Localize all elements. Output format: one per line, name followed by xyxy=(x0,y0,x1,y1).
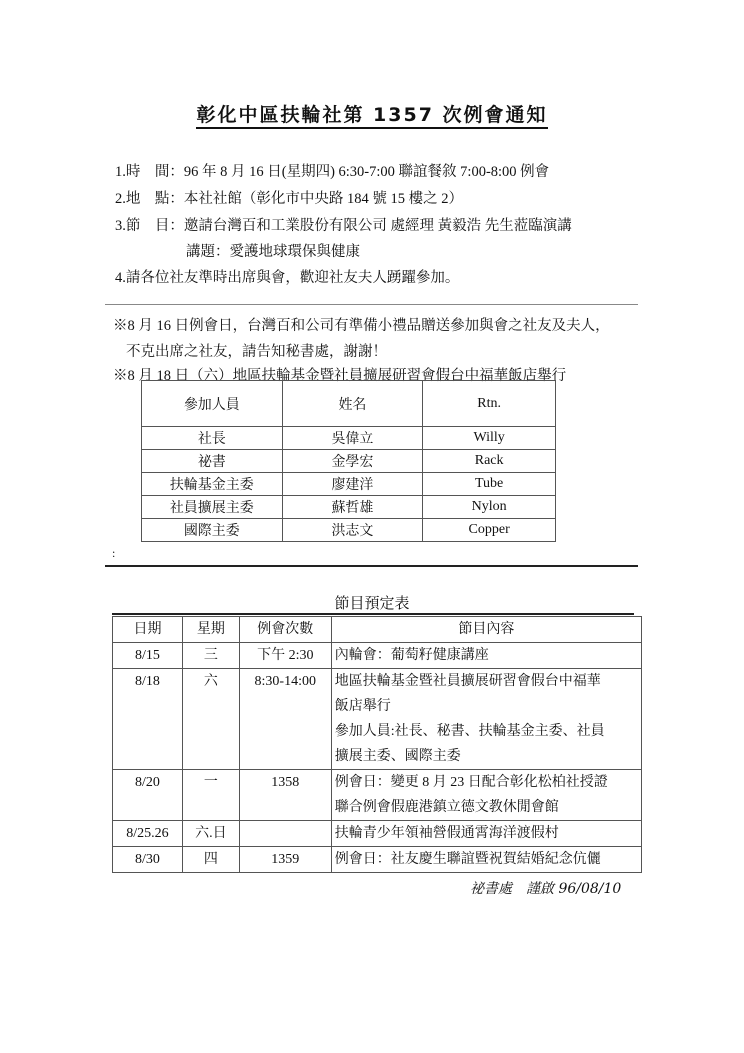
content-line: 擴展主委、國際主委 xyxy=(334,749,461,764)
header-cell: 日期 xyxy=(113,617,183,643)
cell-content xyxy=(331,770,641,821)
table-row xyxy=(142,496,556,519)
cell-meeting: 下午 2:30 xyxy=(239,643,331,669)
cell-date: 8/18 xyxy=(113,669,183,770)
cell-content xyxy=(331,847,641,873)
colon-mark: : xyxy=(112,546,116,560)
cell-role: 社員擴展主委 xyxy=(142,496,283,519)
item-text: 邀請台灣百和工業股份有限公司 處經理 黃毅浩 先生蒞臨演講 xyxy=(183,218,572,234)
table-header-row xyxy=(113,617,642,643)
note-1-cont: 不克出席之社友，請告知秘書處，謝謝！ xyxy=(126,344,387,360)
cell-date: 8/20 xyxy=(113,770,183,821)
cell-weekday: 六.日 xyxy=(182,821,239,847)
table-row xyxy=(142,427,556,450)
content-line: 參加人員:社長、秘書、扶輪基金主委、社員 xyxy=(334,724,605,739)
cell-meeting: 1359 xyxy=(239,847,331,873)
cell-rtn: Copper xyxy=(423,519,556,542)
cell-meeting: 1358 xyxy=(239,770,331,821)
header-cell: 參加人員 xyxy=(142,381,283,427)
item-text: 96 年 8 月 16 日(星期四) 6:30-7:00 聯誼餐敘 7:00-8:00 例會 xyxy=(183,164,550,180)
item-time xyxy=(115,160,549,181)
cell-name: 金學宏 xyxy=(282,450,423,473)
table-row xyxy=(113,669,642,770)
cell-date: 8/15 xyxy=(113,643,183,669)
table-row xyxy=(142,519,556,542)
cell-meeting xyxy=(239,821,331,847)
cell-weekday: 四 xyxy=(182,847,239,873)
header-cell: 星期 xyxy=(182,617,239,643)
attendees-table xyxy=(141,380,556,542)
cell-name: 洪志文 xyxy=(282,519,423,542)
cell-content xyxy=(331,669,641,770)
signature: 祕書處 謹啟 96/08/10 xyxy=(470,881,622,897)
cell-name: 吳偉立 xyxy=(282,427,423,450)
cell-meeting: 8:30-14:00 xyxy=(239,669,331,770)
table-header-row xyxy=(142,381,556,427)
schedule-title: 節目預定表 xyxy=(334,596,410,612)
item-program xyxy=(115,214,572,235)
item-place xyxy=(115,187,463,208)
cell-content xyxy=(331,643,641,669)
item-text: 本社社館（彰化市中央路 184 號 15 樓之 2） xyxy=(183,191,463,207)
content-line: 例會日：變更 8 月 23 日配合彰化松柏社授證 xyxy=(334,775,608,790)
table-row xyxy=(142,450,556,473)
cell-content xyxy=(331,821,641,847)
table-row xyxy=(113,847,642,873)
content-line: 扶輪青少年領袖營假通霄海洋渡假村 xyxy=(334,826,559,841)
cell-rtn: Willy xyxy=(423,427,556,450)
content-line: 內輪會：葡萄籽健康講座 xyxy=(334,648,489,663)
cell-role: 扶輪基金主委 xyxy=(142,473,283,496)
table-row xyxy=(113,821,642,847)
content-line: 飯店舉行 xyxy=(334,699,391,714)
item-text: 4.請各位社友準時出席與會，歡迎社友夫人踴躍參加。 xyxy=(115,270,460,286)
cell-rtn: Nylon xyxy=(423,496,556,519)
table-row xyxy=(113,770,642,821)
table-row xyxy=(113,643,642,669)
header-cell: 節目內容 xyxy=(331,617,641,643)
divider xyxy=(105,304,638,305)
cell-weekday: 一 xyxy=(182,770,239,821)
schedule-table xyxy=(112,616,642,873)
title-text: 彰化中區扶輪社第 1357 次例會通知 xyxy=(196,104,547,129)
cell-role: 祕書 xyxy=(142,450,283,473)
cell-rtn: Rack xyxy=(423,450,556,473)
cell-weekday: 六 xyxy=(182,669,239,770)
page-title xyxy=(0,100,744,127)
cell-rtn: Tube xyxy=(423,473,556,496)
table-row xyxy=(142,473,556,496)
cell-date: 8/25.26 xyxy=(113,821,183,847)
item-label: 1.時 間： xyxy=(115,164,184,180)
header-cell: 姓名 xyxy=(282,381,423,427)
cell-date: 8/30 xyxy=(113,847,183,873)
content-line: 聯合例會假鹿港鎮立德文教休閒會館 xyxy=(334,800,559,815)
cell-name: 廖建洋 xyxy=(282,473,423,496)
item-label: 2.地 點： xyxy=(115,191,184,207)
content-line: 地區扶輪基金暨社員擴展研習會假台中福華 xyxy=(334,674,601,689)
header-cell: 例會次數 xyxy=(239,617,331,643)
item-label: 3.節 目： xyxy=(115,218,184,234)
cell-role: 社長 xyxy=(142,427,283,450)
item-topic xyxy=(186,240,360,261)
schedule-top-rule xyxy=(112,613,634,615)
cell-name: 蘇哲雄 xyxy=(282,496,423,519)
note-1: ※8 月 16 日例會日，台灣百和公司有準備小禮品贈送參加與會之社友及夫人， xyxy=(113,318,610,334)
item-text: 講題：愛護地球環保與健康 xyxy=(186,244,360,260)
note-2: ※8 月 18 日（六）地區扶輪基金暨社員擴展研習會假台中福華飯店舉行 xyxy=(113,368,567,384)
item-invite xyxy=(115,266,459,287)
cell-weekday: 三 xyxy=(182,643,239,669)
content-line: 例會日：社友慶生聯誼暨祝賀結婚紀念伉儷 xyxy=(334,852,601,867)
divider-dark xyxy=(105,565,638,567)
header-cell: Rtn. xyxy=(423,381,556,427)
cell-role: 國際主委 xyxy=(142,519,283,542)
